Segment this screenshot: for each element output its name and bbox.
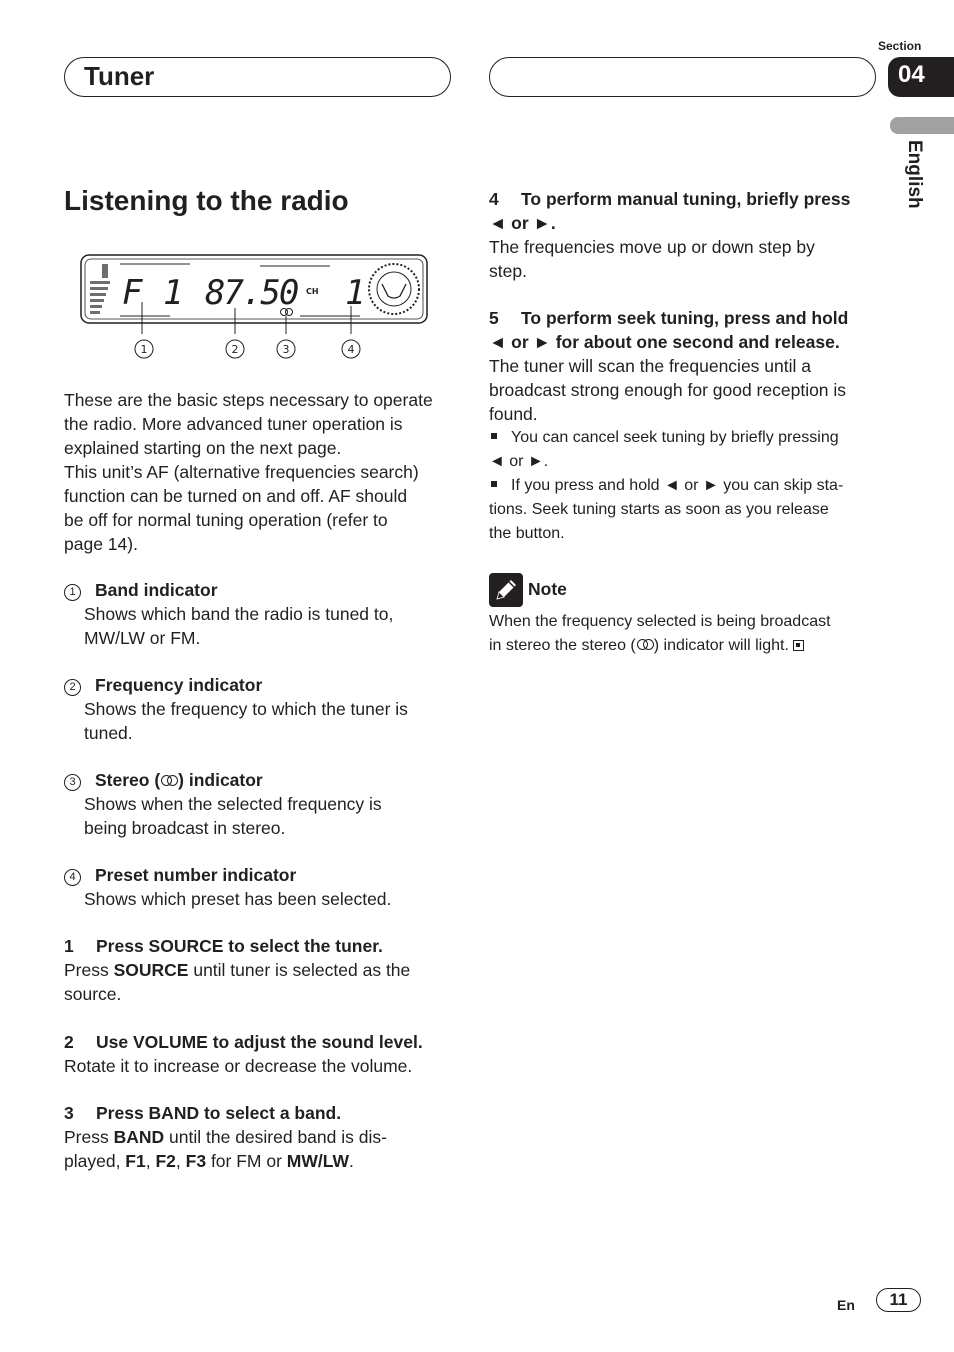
bullet-item: You can cancel seek tuning by briefly pressing <box>489 426 884 450</box>
callout-markers <box>135 340 360 358</box>
bullet-item: If you press and hold ◄ or ► you can skip sta- <box>489 474 884 498</box>
num-badge: 1 <box>64 584 81 601</box>
callout-3: 3 <box>282 343 290 356</box>
display-preset: 1 <box>345 273 366 313</box>
intro-line: page 14). <box>64 534 138 554</box>
header-right-frame <box>489 57 876 97</box>
callout-1: 1 <box>140 343 148 356</box>
step-4: 4 To perform manual tuning, briefly press ◄ or ►. The frequencies move up or down step by step. <box>489 189 851 281</box>
display-ch: CH <box>306 287 319 296</box>
step-5: 5 To perform seek tuning, press and hold ◄ or ► for about one second and release. The tuner will scan the frequencies until a broadcast strong enough for good reception is found. <box>489 308 849 424</box>
display-svg <box>80 254 430 364</box>
note-label: Note <box>528 579 567 599</box>
indicator-band: 1 Band indicator Shows which band the radio is tuned to, MW/LW or FM. <box>64 578 454 650</box>
num-badge: 3 <box>64 774 81 791</box>
radio-display-illustration <box>80 254 430 364</box>
bullet-list: You can cancel seek tuning by briefly pressing ◄ or ►. If you press and hold ◄ or ► you can skip sta- tions. Seek tuning starts as soon as you release the button. <box>489 426 884 546</box>
section-label: Section <box>878 39 922 53</box>
page-title: Listening to the radio <box>64 185 349 216</box>
num-badge: 2 <box>64 679 81 696</box>
footer-lang-code: En <box>837 1297 855 1313</box>
indicator-title: Frequency indicator <box>95 675 263 695</box>
note-text: When the frequency selected is being broadcast in stereo the stereo ( ) indicator will light. <box>489 613 831 654</box>
bullet-square-icon <box>491 481 497 487</box>
bullet-square-icon <box>491 433 497 439</box>
stereo-icon <box>160 775 178 787</box>
note-pencil-icon <box>489 573 523 607</box>
indicator-frequency: 2 Frequency indicator Shows the frequency to which the tuner is tuned. <box>64 673 454 745</box>
intro-line: function can be turned on and off. AF should <box>64 486 408 506</box>
callout-4: 4 <box>347 343 355 356</box>
indicator-preset: 4 Preset number indicator Shows which preset has been selected. <box>64 863 454 911</box>
page-number: 11 <box>876 1288 921 1312</box>
callout-2: 2 <box>231 343 239 356</box>
intro-line: explained starting on the next page. <box>64 438 342 458</box>
intro-line: be off for normal tuning operation (refer to <box>64 510 388 530</box>
display-band: F 1 <box>122 273 184 313</box>
language-tab <box>890 117 954 134</box>
step-1: 1 Press SOURCE to select the tuner. Press SOURCE until tuner is selected as the source. <box>64 936 411 1004</box>
indicator-title: Band indicator <box>95 580 218 600</box>
indicator-title: Preset number indicator <box>95 865 297 885</box>
intro-line: These are the basic steps necessary to operate <box>64 390 433 410</box>
display-frequency: 87.50 <box>205 273 298 313</box>
end-mark-icon <box>793 640 804 651</box>
intro-line: the radio. More advanced tuner operation is <box>64 414 403 434</box>
intro-paragraph <box>64 388 459 556</box>
num-badge: 4 <box>64 869 81 886</box>
step-2: 2 Use VOLUME to adjust the sound level. Rotate it to increase or decrease the volume. <box>64 1032 423 1076</box>
indicator-stereo: 3 Stereo ( ) indicator Shows when the selected frequency is being broadcast in stereo. <box>64 768 454 840</box>
section-number: 04 <box>888 57 954 97</box>
step-3: 3 Press BAND to select a band. Press BAND until the desired band is dis- played, F1, F2, F3 for FM or MW/LW. <box>64 1103 387 1171</box>
stereo-icon <box>636 639 654 651</box>
language-label: English <box>904 140 925 209</box>
header-title: Tuner <box>84 61 155 91</box>
intro-line: This unit’s AF (alternative frequencies search) <box>64 462 419 482</box>
